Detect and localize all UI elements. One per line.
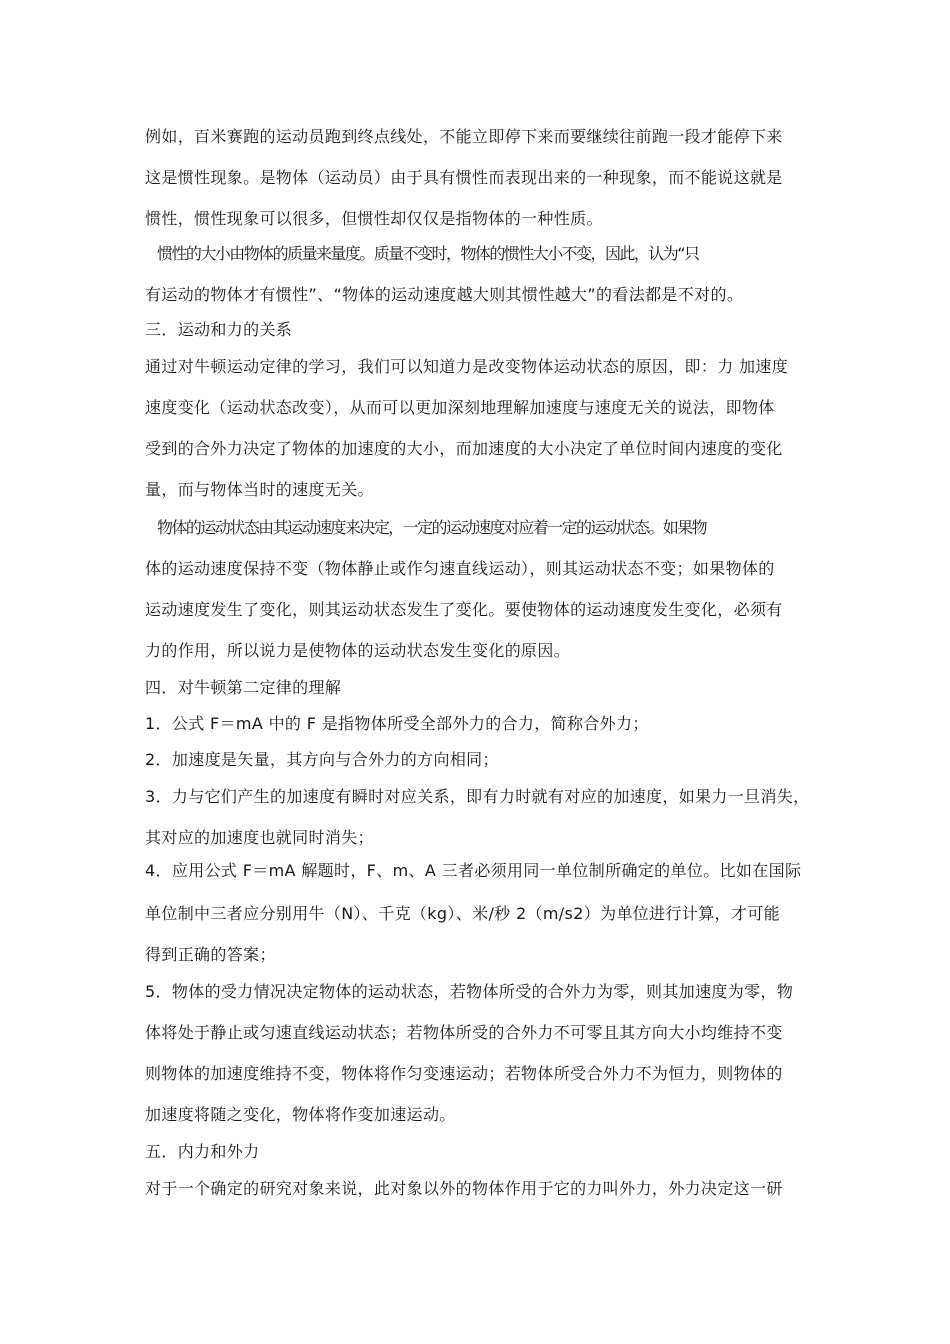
list-item: 3．力与它们产生的加速度有瞬时对应关系，即有力时就有对应的加速度，如果力一旦消失， [145,787,810,806]
text-line: 有运动的物体才有惯性”、“物体的运动速度越大则其惯性越大”的看法都是不对的。 [145,285,744,304]
text-line: 受到的合外力决定了物体的加速度的大小，而加速度的大小决定了单位时间内速度的变化 [145,439,783,458]
section-heading: 五．内力和外力 [145,1142,260,1161]
list-item: 2．加速度是矢量，其方向与合外力的方向相同； [145,750,499,769]
text-line: 运动速度发生了变化，则其运动状态发生了变化。要使物体的运动速度发生变化，必须有 [145,600,783,619]
text-line: 惯性，惯性现象可以很多，但惯性却仅仅是指物体的一种性质。 [145,209,603,228]
text-line: 这是惯性现象。是物体（运动员）由于具有惯性而表现出来的一种现象，而不能说这就是 [145,168,783,187]
text-line: 例如，百米赛跑的运动员跑到终点线处，不能立即停下来而要继续往前跑一段才能停下来 [145,127,783,146]
text-line: 则物体的加速度维持不变，物体将作匀变速运动；若物体所受合外力不为恒力，则物体的 [145,1064,783,1083]
text-line: 加速度将随之变化，物体将作变加速运动。 [145,1105,456,1124]
section-heading: 四．对牛顿第二定律的理解 [145,678,342,697]
list-item: 4．应用公式 F＝mA 解题时，F、m、A 三者必须用同一单位制所确定的单位。比如在国际 [145,861,802,880]
text-line: 体的运动速度保持不变（物体静止或作匀速直线运动），则其运动状态不变；如果物体的 [145,559,775,578]
text-line: 对于一个确定的研究对象来说，此对象以外的物体作用于它的力叫外力，外力决定这一研 [145,1179,783,1198]
text-line: 体将处于静止或匀速直线运动状态；若物体所受的合外力不可零且其方向大小均维持不变 [145,1023,783,1042]
text-line: 其对应的加速度也就同时消失； [145,828,374,847]
list-item: 5．物体的受力情况决定物体的运动状态，若物体所受的合外力为零，则其加速度为零，物 [145,982,794,1001]
text-line: 通过对牛顿运动定律的学习，我们可以知道力是改变物体运动状态的原因，即：力 加速度 [145,357,789,376]
text-line: 惯性的大小由物体的质量来量度。质量不变时，物体的惯性大小不变，因此，认为“只 [157,244,699,263]
section-heading: 三．运动和力的关系 [145,320,293,339]
text-line: 物体的运动状态由其运动速度来决定，一定的运动速度对应着一定的运动状态。如果物 [157,518,707,537]
text-line: 量，而与物体当时的速度无关。 [145,480,374,499]
text-line: 速度变化（运动状态改变），从而可以更加深刻地理解加速度与速度无关的说法，即物体 [145,398,775,417]
text-line: 单位制中三者应分别用牛（N）、千克（kg）、米/秒 2（m/s2）为单位进行计算，才可能 [145,904,780,923]
list-item: 1．公式 F＝mA 中的 F 是指物体所受全部外力的合力，简称合外力； [145,714,649,733]
text-line: 力的作用，所以说力是使物体的运动状态发生变化的原因。 [145,641,571,660]
text-line: 得到正确的答案； [145,945,276,964]
